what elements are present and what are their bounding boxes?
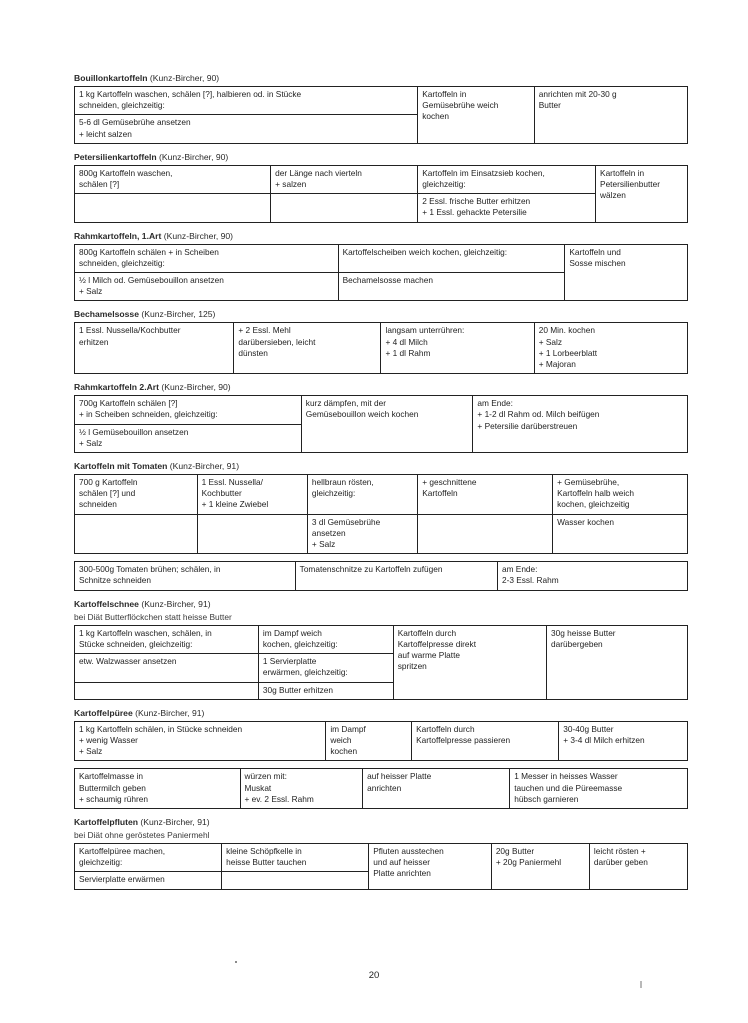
- table-cell: [418, 475, 553, 515]
- recipe-title: [74, 460, 688, 472]
- cell-line: + Salz: [538, 336, 563, 347]
- table-cell: [553, 475, 688, 515]
- recipe-title-source: (Kunz-Bircher, 91): [138, 598, 211, 609]
- recipe-title: [74, 72, 688, 84]
- recipe-title-name: Bouillonkartoffeln: [74, 73, 148, 83]
- recipe-title: [74, 816, 688, 828]
- table-cell-empty: [75, 682, 259, 699]
- cell-line: + Salz: [311, 539, 336, 550]
- recipe-steps-table: [74, 843, 688, 890]
- recipe-block: [74, 598, 688, 700]
- table-cell: [393, 625, 546, 699]
- table-cell: [258, 654, 393, 682]
- cell-line: 1 kg Kartoffeln schälen, in Stücke schneiden: [79, 723, 243, 734]
- table-cell: [418, 165, 596, 193]
- table-cell: [534, 323, 687, 374]
- cell-line: + Gemüsebrühe,: [557, 477, 620, 488]
- cell-line: anrichten mit 20-30 g: [538, 89, 617, 99]
- recipe-steps-table: [74, 721, 688, 762]
- cell-line: kochen, gleichzeitig:: [262, 638, 338, 649]
- cell-line: kleine Schöpfkelle in: [226, 845, 302, 856]
- cell-line: schälen [?]: [79, 179, 120, 190]
- cell-line: kochen: [330, 746, 358, 757]
- recipe-steps-table: [74, 322, 688, 374]
- recipe-steps-table: [74, 474, 688, 554]
- table-cell: [596, 165, 688, 222]
- recipe-title-source: (Kunz-Bircher, 90): [147, 73, 220, 83]
- cell-line: schneiden: [79, 499, 117, 510]
- scan-speck: [235, 961, 237, 963]
- cell-line: + 1-2 dl Rahm od. Milch beifügen: [477, 409, 600, 420]
- cell-line: heisse Butter tauchen: [226, 857, 307, 868]
- recipe-title-name: Kartoffelpfluten: [74, 816, 138, 827]
- cell-line: im Dampf weich: [262, 627, 322, 638]
- cell-line: + Salz: [79, 286, 103, 297]
- cell-line: + leicht salzen: [79, 128, 132, 139]
- table-cell: [75, 396, 302, 424]
- table-cell: [589, 843, 687, 889]
- table-cell: [75, 872, 222, 889]
- cell-line: Stücke schneiden, gleichzeitig:: [79, 638, 193, 649]
- cell-line: + 3-4 dl Milch erhitzen: [563, 734, 645, 745]
- cell-line: gleichzeitig:: [422, 179, 466, 190]
- table-cell: [491, 843, 589, 889]
- table-row: [75, 721, 688, 761]
- recipe-title: [74, 308, 688, 320]
- cell-line: + geschnittene: [422, 477, 477, 488]
- recipe-title-name: Kartoffeln mit Tomaten: [74, 461, 168, 472]
- table-cell: [381, 323, 534, 374]
- recipe-block: [74, 151, 688, 223]
- table-cell: [338, 244, 565, 272]
- cell-line: ½ l Milch od. Gemüsebouillon ansetzen: [79, 275, 224, 286]
- table-cell-empty: [197, 514, 307, 554]
- recipe-title-source: (Kunz-Bircher, 91): [137, 816, 210, 827]
- recipe-list: [74, 72, 688, 890]
- recipe-title-name: Petersilienkartoffeln: [74, 151, 157, 162]
- recipe-title: [74, 151, 688, 163]
- cell-line: 20 Min. kochen: [538, 325, 596, 336]
- cell-line: Platte anrichten: [373, 868, 431, 879]
- cell-line: Kartoffeln durch: [416, 723, 475, 734]
- cell-line: spritzen: [397, 661, 427, 672]
- recipe-title-name: Kartoffelpüree: [74, 707, 133, 718]
- cell-line: kurz dämpfen, mit der: [305, 398, 387, 409]
- cell-line: ansetzen: [311, 527, 346, 538]
- recipe-block: [74, 308, 688, 374]
- recipe-steps-table: [74, 244, 688, 302]
- cell-line: 30g Butter erhitzen: [262, 684, 333, 695]
- cell-line: Kartoffeln halb weich: [557, 488, 634, 499]
- table-cell: [258, 682, 393, 699]
- table-cell: [222, 843, 369, 871]
- cell-line: kochen, gleichzeitig: [557, 499, 630, 510]
- table-cell: [75, 115, 418, 143]
- table-cell: [75, 475, 198, 515]
- cell-line: Kartoffeln: [422, 488, 458, 499]
- cell-line: Kartoffelmasse in: [79, 771, 143, 782]
- cell-line: + wenig Wasser: [79, 734, 138, 745]
- cell-line: 700 g Kartoffeln: [79, 477, 138, 488]
- table-row: [75, 625, 688, 653]
- table-cell: [75, 721, 326, 761]
- table-cell: [553, 514, 688, 554]
- table-cell: [271, 165, 418, 193]
- cell-line: 30-40g Butter: [563, 723, 614, 734]
- cell-line: im Dampf: [330, 723, 366, 734]
- table-cell: [75, 654, 259, 682]
- cell-line: langsam unterrühren:: [385, 325, 465, 336]
- table-cell: [75, 843, 222, 871]
- table-row: [75, 562, 688, 590]
- cell-line: Kartoffeln in: [600, 167, 645, 178]
- cell-line: + ev. 2 Essl. Rahm: [244, 793, 314, 804]
- cell-line: Wasser kochen: [557, 516, 614, 527]
- cell-line: etw. Walzwasser ansetzen: [79, 656, 177, 667]
- cell-line: 20g Butter: [495, 845, 535, 856]
- table-cell: [240, 769, 363, 809]
- recipe-title-name: Rahmkartoffeln 2.Art: [74, 382, 159, 393]
- cell-line: 800g Kartoffeln schälen + in Scheiben: [79, 246, 219, 257]
- cell-line: auf warme Platte: [397, 650, 461, 661]
- table-cell: [75, 562, 296, 590]
- cell-line: Muskat: [244, 782, 272, 793]
- cell-line: darübergeben: [551, 638, 603, 649]
- table-cell-empty: [75, 194, 271, 222]
- cell-line: leicht rösten +: [593, 845, 646, 856]
- recipe-steps-table: [74, 395, 688, 453]
- cell-line: erhitzen: [79, 336, 109, 347]
- table-cell: [307, 514, 417, 554]
- cell-line: 2 Essl. frische Butter erhitzen: [422, 196, 531, 207]
- recipe-title: [74, 707, 688, 719]
- cell-line: 1 kg Kartoffeln waschen, schälen, in: [79, 627, 212, 638]
- recipe-steps-table: [74, 86, 688, 144]
- cell-line: + 1 Essl. gehackte Petersilie: [422, 207, 527, 218]
- table-cell: [473, 396, 688, 453]
- recipe-title-source: (Kunz-Bircher, 91): [132, 707, 205, 718]
- table-cell: [369, 843, 492, 889]
- cell-line: Kartoffelpüree machen,: [79, 845, 166, 856]
- recipe-title-name: Kartoffelschnee: [74, 598, 139, 609]
- recipe-title-source: (Kunz-Bircher, 90): [156, 151, 229, 162]
- cell-line: Kartoffeln im Einsatzsieb kochen,: [422, 167, 545, 178]
- table-cell: [75, 165, 271, 193]
- table-cell: [75, 244, 339, 272]
- cell-line: Butter: [538, 100, 561, 111]
- cell-line: + Salz: [79, 746, 103, 757]
- cell-line: Schnitze schneiden: [79, 575, 151, 586]
- cell-line: darüber geben: [593, 857, 648, 868]
- table-cell: [497, 562, 687, 590]
- recipe-steps-table: [74, 561, 688, 590]
- table-cell: [510, 769, 688, 809]
- cell-line: 800g Kartoffeln waschen,: [79, 167, 173, 178]
- recipe-title-source: (Kunz-Bircher, 90): [159, 382, 231, 393]
- recipe-title-source: (Kunz-Bircher, 91): [167, 461, 240, 472]
- cell-line: 300-500g Tomaten brühen; schälen, in: [79, 564, 221, 575]
- table-cell: [295, 562, 497, 590]
- cell-line: Kartoffelscheiben weich kochen, gleichzeitig:: [342, 246, 508, 257]
- cell-line: darübersieben, leicht: [238, 336, 316, 347]
- recipe-block: [74, 707, 688, 762]
- page-number: 20: [368, 970, 380, 981]
- cell-line: am Ende:: [477, 398, 513, 409]
- recipe-title-name: Bechamelsosse: [74, 309, 139, 320]
- cell-line: Pfluten ausstechen: [373, 845, 444, 856]
- cell-line: dünsten: [238, 347, 268, 358]
- table-cell: [234, 323, 381, 374]
- table-cell: [534, 87, 687, 144]
- cell-line: hübsch garnieren: [514, 793, 579, 804]
- table-cell: [363, 769, 510, 809]
- recipe-block: [74, 72, 688, 144]
- table-cell: [75, 323, 234, 374]
- cell-line: 1 Servierplatte: [262, 656, 317, 667]
- recipe-block: [74, 561, 688, 590]
- table-row: [75, 87, 688, 115]
- cell-line: + 1 kleine Zwiebel: [201, 499, 269, 510]
- cell-line: Gemüsebrühe weich: [422, 100, 499, 111]
- cell-line: gleichzeitig:: [79, 857, 123, 868]
- cell-line: Kartoffeln durch: [397, 627, 457, 638]
- cell-line: weich: [330, 734, 352, 745]
- recipe-steps-table: [74, 165, 688, 223]
- recipe-steps-table: [74, 625, 688, 700]
- table-row: [75, 475, 688, 515]
- cell-line: 1 kg Kartoffeln waschen, schälen [?], halbieren od. in Stücke: [79, 89, 302, 99]
- cell-line: Gemüsebouillon weich kochen: [305, 409, 419, 420]
- cell-line: + 2 Essl. Mehl: [238, 325, 291, 336]
- recipe-steps-table: [74, 768, 688, 809]
- cell-line: + in Scheiben schneiden, gleichzeitig:: [79, 409, 218, 420]
- cell-line: schneiden, gleichzeitig:: [79, 257, 165, 268]
- cell-line: 2-3 Essl. Rahm: [501, 575, 559, 586]
- scan-speck-right: [640, 981, 642, 988]
- recipe-note: bei Diät Butterflöckchen statt heisse Butter: [74, 611, 232, 622]
- cell-line: + Petersilie darüberstreuen: [477, 420, 578, 431]
- table-cell: [338, 273, 565, 301]
- cell-line: 1 Messer in heisses Wasser: [514, 771, 618, 782]
- cell-line: 3 dl Gemüsebrühe: [311, 516, 381, 527]
- recipe-block: [74, 768, 688, 809]
- table-row: [75, 769, 688, 809]
- table-row: [75, 396, 688, 424]
- recipe-note: bei Diät ohne geröstetes Paniermehl: [74, 829, 210, 840]
- cell-line: Sosse mischen: [569, 257, 626, 268]
- table-cell: [75, 87, 418, 115]
- recipe-title: [74, 381, 688, 393]
- table-cell-empty: [271, 194, 418, 222]
- cell-line: erwärmen, gleichzeitig:: [262, 667, 348, 678]
- table-cell: [301, 396, 473, 453]
- table-cell: [565, 244, 688, 301]
- cell-line: Petersilienbutter: [600, 179, 660, 190]
- table-cell: [418, 194, 596, 222]
- table-cell: [75, 273, 339, 301]
- table-cell-empty: [75, 514, 198, 554]
- table-cell-empty: [418, 514, 553, 554]
- cell-line: + Majoran: [538, 359, 576, 370]
- cell-line: 700g Kartoffeln schälen [?]: [79, 398, 178, 409]
- cell-line: Servierplatte erwärmen: [79, 874, 165, 885]
- cell-line: 5-6 dl Gemüsebrühe ansetzen: [79, 117, 191, 128]
- cell-line: + Salz: [79, 437, 103, 448]
- recipe-title-name: Rahmkartoffeln, 1.Art: [74, 230, 162, 241]
- table-row: [75, 514, 688, 554]
- cell-line: + 1 dl Rahm: [385, 347, 431, 358]
- table-cell: [418, 87, 534, 144]
- cell-line: schneiden, gleichzeitig:: [79, 100, 165, 111]
- cell-line: + schaumig rühren: [79, 793, 148, 804]
- cell-line: tauchen und die Püreemasse: [514, 782, 623, 793]
- table-cell: [197, 475, 307, 515]
- table-row: [75, 165, 688, 193]
- cell-line: Kartoffelpresse direkt: [397, 638, 476, 649]
- cell-line: Tomatenschnitze zu Kartoffeln zufügen: [299, 564, 443, 575]
- recipe-block: [74, 381, 688, 453]
- table-cell: [75, 769, 241, 809]
- table-cell-empty: [222, 872, 369, 889]
- table-row: [75, 843, 688, 871]
- cell-line: 30g heisse Butter: [551, 627, 616, 638]
- cell-line: Buttermilch geben: [79, 782, 146, 793]
- table-row: [75, 323, 688, 374]
- cell-line: Kartoffeln und: [569, 246, 621, 257]
- table-cell: [258, 625, 393, 653]
- recipe-title-source: (Kunz-Bircher, 90): [161, 230, 234, 241]
- cell-line: kochen: [422, 111, 450, 122]
- recipe-block: [74, 816, 688, 890]
- cell-line: schälen [?] und: [79, 488, 136, 499]
- cell-line: + 20g Paniermehl: [495, 857, 562, 868]
- cell-line: würzen mit:: [244, 771, 287, 782]
- cell-line: ½ l Gemüsebouillon ansetzen: [79, 426, 189, 437]
- cell-line: 1 Essl. Nussella/Kochbutter: [79, 325, 181, 336]
- recipe-title: [74, 230, 688, 242]
- cell-line: der Länge nach vierteln: [275, 167, 362, 178]
- recipe-block: [74, 230, 688, 302]
- cell-line: hellbraun rösten,: [311, 477, 374, 488]
- cell-line: + salzen: [275, 179, 307, 190]
- table-cell: [326, 721, 412, 761]
- cell-line: am Ende:: [501, 564, 538, 575]
- table-cell: [559, 721, 688, 761]
- table-row: [75, 244, 688, 272]
- cell-line: wälzen: [600, 190, 626, 201]
- recipe-title: [74, 598, 688, 610]
- recipe-title-source: (Kunz-Bircher, 125): [138, 309, 216, 320]
- cell-line: Kartoffeln in: [422, 89, 467, 99]
- cell-line: + 4 dl Milch: [385, 336, 428, 347]
- cell-line: und auf heisser: [373, 857, 430, 868]
- table-cell: [307, 475, 417, 515]
- recipe-block: [74, 460, 688, 554]
- cell-line: Kochbutter: [201, 488, 242, 499]
- table-cell: [547, 625, 688, 699]
- cell-line: Kartoffelpresse passieren: [416, 734, 511, 745]
- cell-line: gleichzeitig:: [311, 488, 356, 499]
- cell-line: auf heisser Platte: [367, 771, 432, 782]
- cell-line: Bechamelsosse machen: [342, 275, 433, 286]
- table-cell: [75, 424, 302, 452]
- cell-line: anrichten: [367, 782, 402, 793]
- table-cell: [75, 625, 259, 653]
- cell-line: 1 Essl. Nussella/: [201, 477, 263, 488]
- cell-line: + 1 Lorbeerblatt: [538, 347, 598, 358]
- table-cell: [412, 721, 559, 761]
